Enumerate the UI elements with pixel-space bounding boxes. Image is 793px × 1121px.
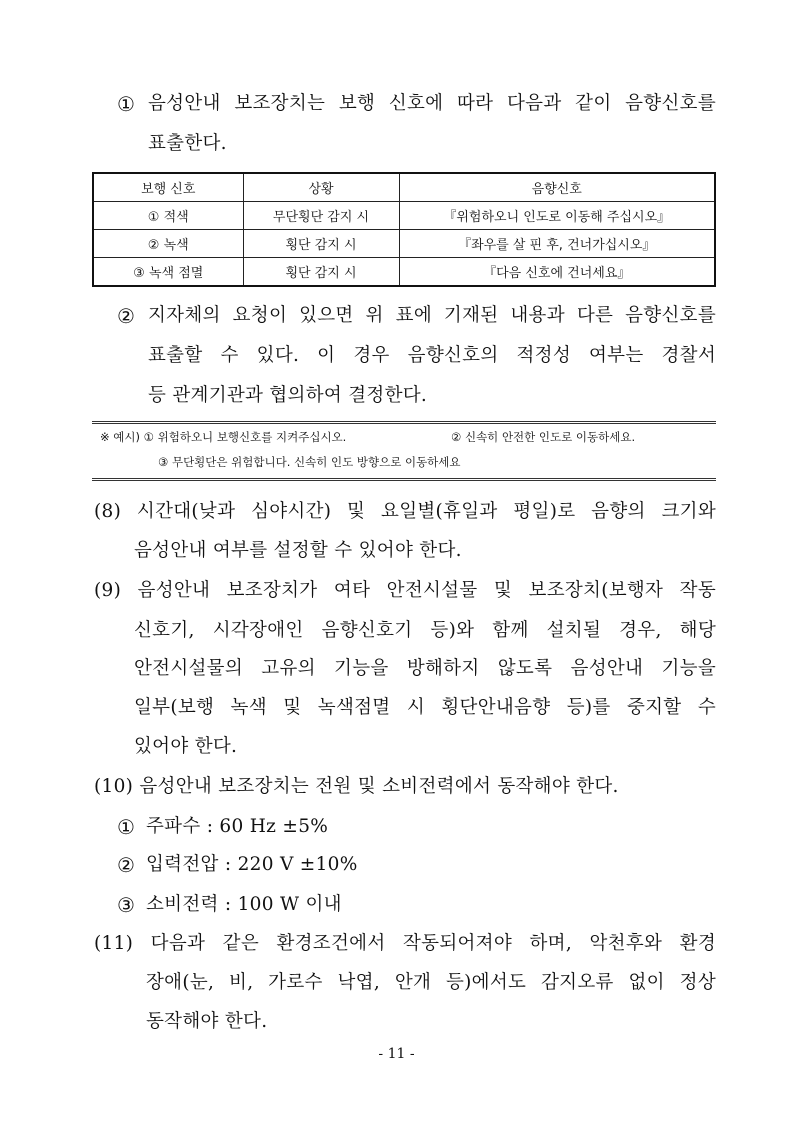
table-header: 상황: [243, 173, 399, 202]
item1-line2: 표출한다.: [148, 133, 227, 154]
item2-line2: 표출할 수 있다. 이 경우 음향신호의 적정성 여부는 경찰서: [148, 345, 716, 366]
item2-marker: ②: [117, 304, 135, 328]
item2-line1: 지자체의 요청이 있으면 위 표에 기재된 내용과 다른 음향신호를: [148, 305, 716, 326]
table-cell: 무단횡단 감지 시: [243, 202, 399, 230]
note-top-rule: [92, 421, 716, 424]
table-header: 음향신호: [399, 173, 715, 202]
p10-item2-text: 입력전압 : 220 V ±10%: [146, 854, 358, 875]
signal-table: [92, 172, 716, 287]
note-line2: ③ 무단횡단은 위험합니다. 신속히 인도 방향으로 이동하세요: [158, 455, 461, 469]
p9-line5: 있어야 한다.: [134, 736, 238, 757]
note-line1b: ② 신속히 안전한 인도로 이동하세요.: [451, 430, 636, 444]
table-cell: 횡단 감지 시: [243, 258, 399, 287]
p8-line1: (8) 시간대(낮과 심야시간) 및 요일별(휴일과 평일)로 음향의 크기와: [94, 501, 716, 522]
table-header-row: [93, 173, 715, 202]
p10-item3-text: 소비전력 : 100 W 이내: [146, 894, 342, 915]
note-line1a: ※ 예시) ① 위험하오니 보행신호를 지켜주십시오.: [100, 430, 347, 444]
table-cell: 『위험하오니 인도로 이동해 주십시오』: [399, 202, 715, 230]
p11-line1: (11) 다음과 같은 환경조건에서 작동되어져야 하며, 악천후와 환경: [94, 933, 716, 954]
p10-item1-marker: ①: [117, 815, 135, 839]
p10-line1: (10) 음성안내 보조장치는 전원 및 소비전력에서 동작해야 한다.: [94, 776, 619, 797]
p9-line1: (9) 음성안내 보조장치가 여타 안전시설물 및 보조장치(보행자 작동: [94, 580, 716, 601]
table-cell: 횡단 감지 시: [243, 230, 399, 258]
table-cell: 『좌우를 살 핀 후, 건너가십시오』: [399, 230, 715, 258]
table-cell: ③ 녹색 점멸: [93, 258, 243, 287]
p10-item2-marker: ②: [117, 853, 135, 877]
table-row: [93, 202, 715, 230]
item2-line3: 등 관계기관과 협의하여 결정한다.: [148, 385, 428, 406]
page-number: - 11 -: [378, 1046, 415, 1062]
item1-line1: 음성안내 보조장치는 보행 신호에 따라 다음과 같이 음향신호를: [148, 93, 716, 114]
p11-line2: 장애(눈, 비, 가로수 낙엽, 안개 등)에서도 감지오류 없이 정상: [146, 972, 716, 993]
item1-marker: ①: [117, 92, 135, 116]
table-row: [93, 258, 715, 287]
table-header: 보행 신호: [93, 173, 243, 202]
p9-line2: 신호기, 시각장애인 음향신호기 등)와 함께 설치될 경우, 해당: [134, 620, 716, 641]
note-bottom-rule: [92, 478, 716, 481]
p8-line2: 음성안내 여부를 설정할 수 있어야 한다.: [134, 540, 462, 561]
table-row: [93, 230, 715, 258]
table-cell: 『다음 신호에 건너세요』: [399, 258, 715, 287]
table-cell: ② 녹색: [93, 230, 243, 258]
p9-line4: 일부(보행 녹색 및 녹색점멸 시 횡단안내음향 등)를 중지할 수: [134, 697, 716, 718]
p9-line3: 안전시설물의 고유의 기능을 방해하지 않도록 음성안내 기능을: [134, 658, 716, 679]
p11-line3: 동작해야 한다.: [146, 1011, 268, 1032]
p10-item1-text: 주파수 : 60 Hz ±5%: [146, 816, 329, 837]
table-cell: ① 적색: [93, 202, 243, 230]
p10-item3-marker: ③: [117, 893, 135, 917]
